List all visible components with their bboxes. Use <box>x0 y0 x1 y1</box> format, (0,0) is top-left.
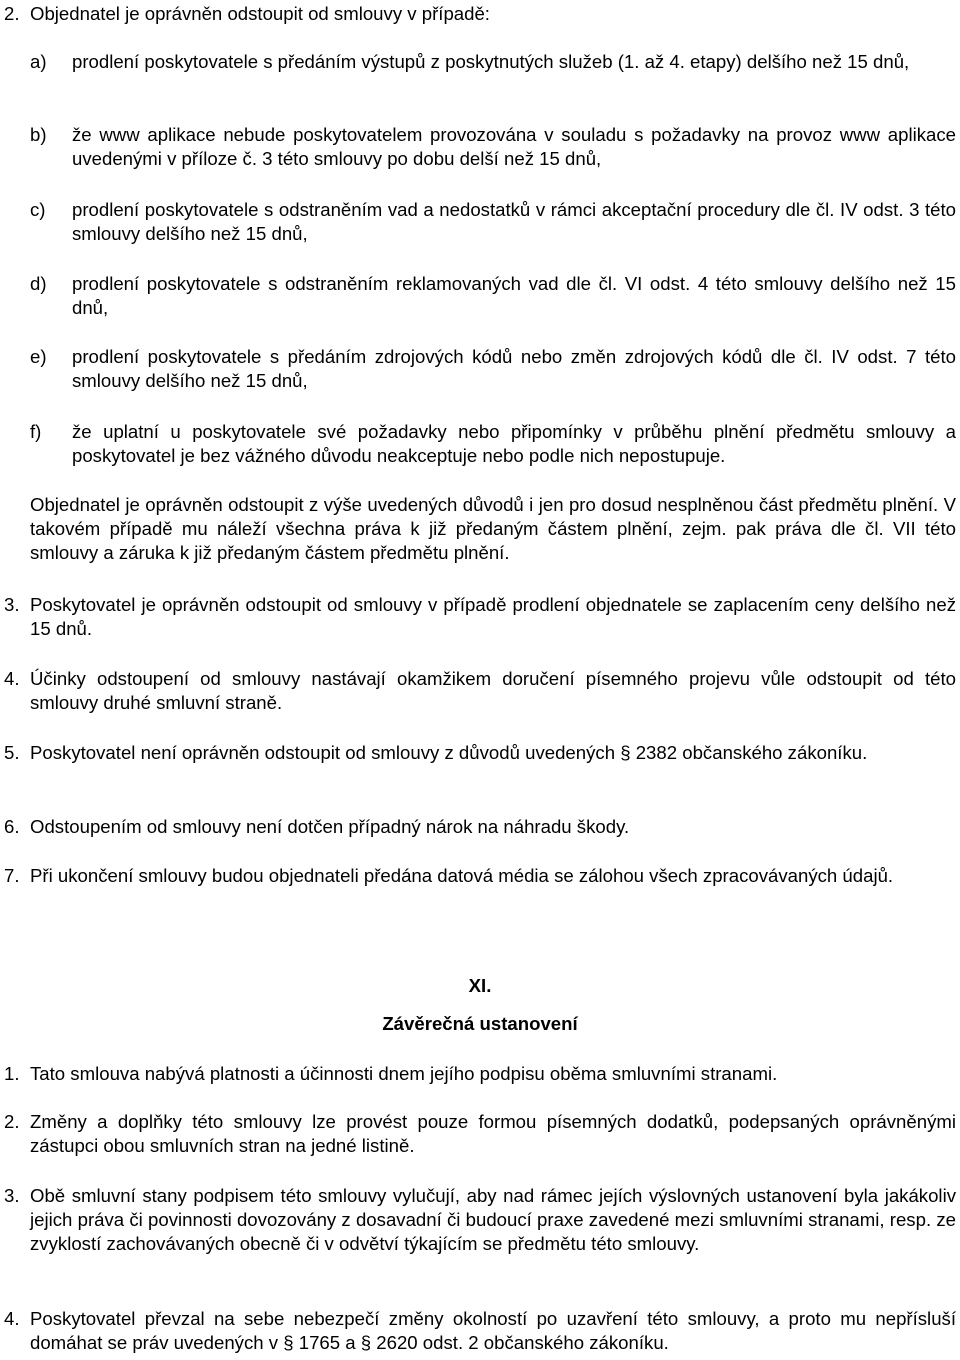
section-number-text: XI. <box>468 975 492 996</box>
subitem-a <box>0 50 960 100</box>
item-number: 3. <box>4 594 20 615</box>
item-text: Tato smlouva nabývá platnosti a účinnosti dnem jejího podpisu oběma smluvními stranami. <box>30 1063 778 1084</box>
item-7 <box>0 864 960 914</box>
item-number: 2. <box>4 3 20 24</box>
item-number: 1. <box>4 1063 20 1084</box>
item-2 <box>0 2 960 28</box>
item-text: Odstoupením od smlouvy není dotčen případný nárok na náhradu škody. <box>30 816 630 837</box>
item-number: 5. <box>4 742 20 763</box>
item-text: Obě smluvní stany podpisem této smlouvy vylučují, aby nad rámec jejích výslovných ustanovení byla jakákoliv jejich práva či povinnosti dovozovány z dosavadní či budoucí praxe zavedené mezi smluvními stranami, resp. ze zvyklostí zachovávaných obecně či v odvětví týkajícím se předmětu této smlouvy. <box>30 1185 956 1255</box>
subitem-label: d) <box>30 273 47 294</box>
final-item-2 <box>0 1110 960 1160</box>
subitem-label: b) <box>30 124 47 145</box>
item-number: 6. <box>4 816 20 837</box>
final-item-1 <box>0 1062 960 1088</box>
item-text: Změny a doplňky této smlouvy lze provést pouze formou písemných dodatků, podepsaných oprávněnými zástupci obou smluvních stran na jedné listině. <box>30 1111 956 1157</box>
item-text: Účinky odstoupení od smlouvy nastávají okamžikem doručení písemného projevu vůle odstoupit od této smlouvy druhé smluvní straně. <box>30 668 956 714</box>
item-6 <box>0 815 960 841</box>
item-4 <box>0 667 960 717</box>
final-item-3 <box>0 1184 960 1284</box>
subitem-label: c) <box>30 199 46 220</box>
item-text: Poskytovatel je oprávněn odstoupit od smlouvy v případě prodlení objednatele se zaplacením ceny delšího než 15 dnů. <box>30 594 956 640</box>
subitem-text: prodlení poskytovatele s předáním zdrojových kódů nebo změn zdrojových kódů dle čl. IV odst. 7 této smlouvy delšího než 15 dnů, <box>72 346 956 392</box>
subitem-label: e) <box>30 346 47 367</box>
subitem-text: že uplatní u poskytovatele své požadavky nebo připomínky v průběhu plnění předmětu smlouvy a poskytovatel je bez vážného důvodu neakceptuje nebo podle nich nepostupuje. <box>72 421 956 467</box>
subitem-label: a) <box>30 51 47 72</box>
item-number: 2. <box>4 1111 20 1132</box>
section-title-text: Závěrečná ustanovení <box>382 1013 578 1034</box>
subitem-d <box>0 272 960 322</box>
item-number: 4. <box>4 1308 20 1329</box>
item-2-closing <box>0 493 960 569</box>
subitem-text: že www aplikace nebude poskytovatelem provozována v souladu s požadavky na provoz www aplikace uvedenými v příloze č. 3 této smlouvy po dobu delší než 15 dnů, <box>72 124 956 170</box>
item-5 <box>0 741 960 791</box>
item-number: 7. <box>4 865 20 886</box>
subitem-text: prodlení poskytovatele s odstraněním reklamovaných vad dle čl. VI odst. 4 této smlouvy delšího než 15 dnů, <box>72 273 956 319</box>
item-number: 4. <box>4 668 20 689</box>
subitem-e <box>0 345 960 395</box>
subitem-f <box>0 420 960 470</box>
item-text: Poskytovatel není oprávněn odstoupit od smlouvy z důvodů uvedených § 2382 občanského zákoníku. <box>30 742 868 763</box>
section-number <box>0 974 960 1000</box>
subitem-text: prodlení poskytovatele s odstraněním vad a nedostatků v rámci akceptační procedury dle čl. IV odst. 3 této smlouvy delšího než 15 dnů, <box>72 199 956 245</box>
item-3 <box>0 593 960 643</box>
section-title <box>0 1012 960 1038</box>
final-item-4 <box>0 1307 960 1357</box>
subitem-text: prodlení poskytovatele s předáním výstupů z poskytnutých služeb (1. až 4. etapy) delšího než 15 dnů, <box>72 51 910 72</box>
item-text: Poskytovatel převzal na sebe nebezpečí změny okolností po uzavření této smlouvy, a proto mu nepřísluší domáhat se práv uvedených v § 1765 a § 2620 odst. 2 občanského zákoníku. <box>30 1308 956 1354</box>
item-text: Objednatel je oprávněn odstoupit od smlouvy v případě: <box>30 3 490 24</box>
paragraph-text: Objednatel je oprávněn odstoupit z výše uvedených důvodů i jen pro dosud nesplněnou část předmětu plnění. V takovém případě mu náleží všechna práva k již předaným částem plnění, zejm. pak práva dle čl. VII této smlouvy a záruka k již předaným částem předmětu plnění. <box>30 494 956 564</box>
subitem-label: f) <box>30 421 42 442</box>
subitem-c <box>0 198 960 248</box>
item-text: Při ukončení smlouvy budou objednateli předána datová média se zálohou všech zpracovávaných údajů. <box>30 865 894 886</box>
item-number: 3. <box>4 1185 20 1206</box>
subitem-b <box>0 123 960 173</box>
